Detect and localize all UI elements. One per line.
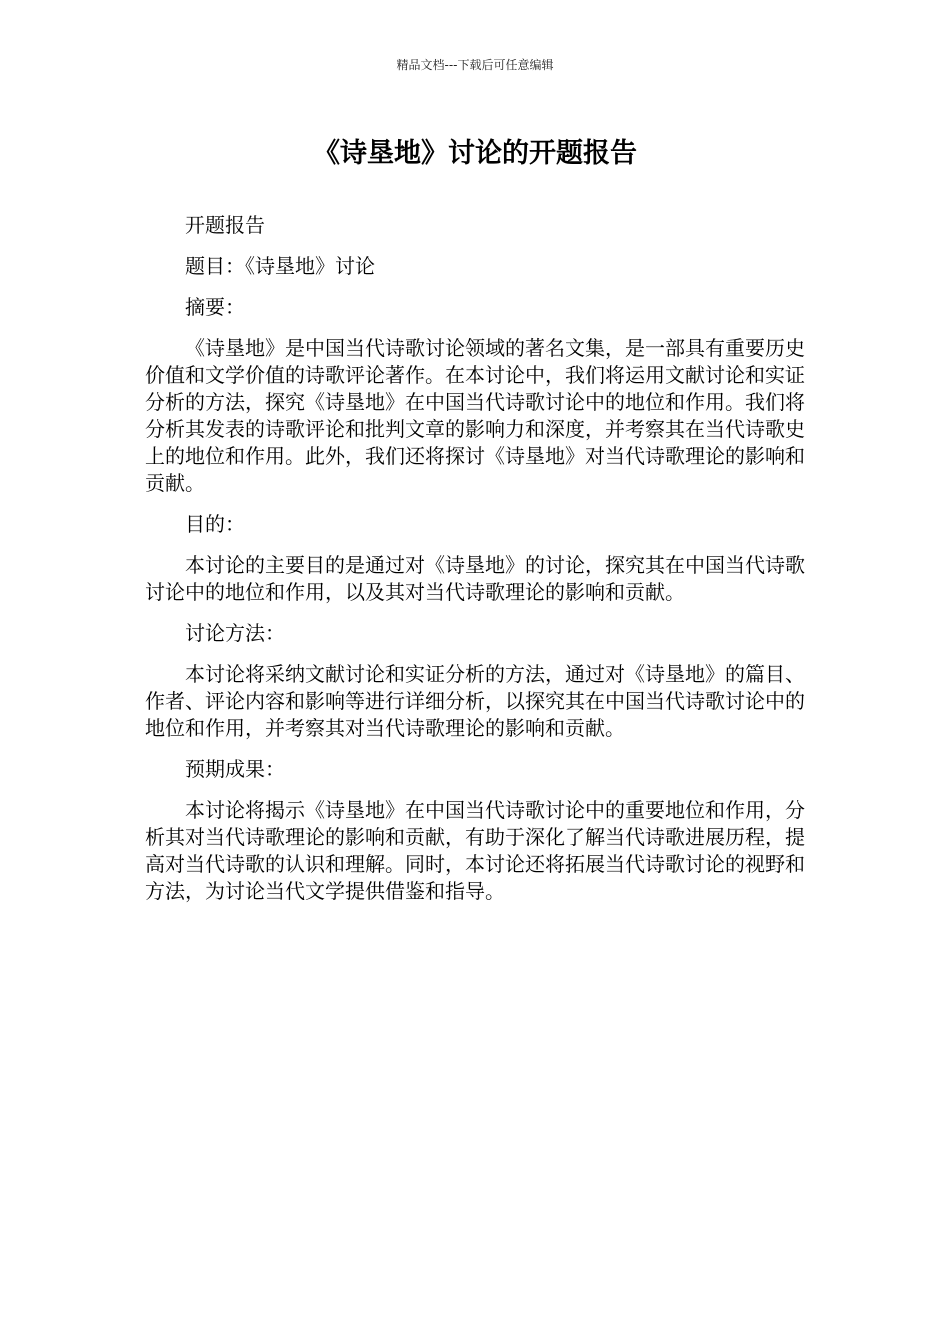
- document-body: [145, 212, 805, 919]
- header-note: 精品文档---下载后可任意编辑: [396, 58, 554, 72]
- heading-method: 讨论方法：: [185, 621, 285, 645]
- heading-report: 开题报告: [185, 213, 265, 237]
- topic-line: 题目：《诗垦地》讨论: [185, 254, 375, 278]
- abstract-paragraph: 《诗垦地》是中国当代诗歌讨论领域的著名文集，是一部具有重要历史价值和文学价值的诗歌评论著作。在本讨论中，我们将运用文献讨论和实证分析的方法，探究《诗垦地》在中国当代诗歌讨论中的地位和作用。我们将分析其发表的诗歌评论和批判文章的影响力和深度，并考察其在当代诗歌史上的地位和作用。此外，我们还将探讨《诗垦地》对当代诗歌理论的影响和贡献。: [145, 336, 805, 495]
- purpose-paragraph: 本讨论的主要目的是通过对《诗垦地》的讨论，探究其在中国当代诗歌讨论中的地位和作用，以及其对当代诗歌理论的影响和贡献。: [145, 553, 805, 604]
- method-paragraph: 本讨论将采纳文献讨论和实证分析的方法，通过对《诗垦地》的篇目、作者、评论内容和影响等进行详细分析，以探究其在中国当代诗歌讨论中的地位和作用，并考察其对当代诗歌理论的影响和贡献。: [145, 662, 805, 740]
- heading-expected-results: 预期成果：: [185, 757, 285, 781]
- heading-abstract: 摘要：: [185, 295, 245, 319]
- heading-purpose: 目的：: [185, 512, 245, 536]
- expected-results-paragraph: 本讨论将揭示《诗垦地》在中国当代诗歌讨论中的重要地位和作用，分析其对当代诗歌理论的影响和贡献，有助于深化了解当代诗歌进展历程，提高对当代诗歌的认识和理解。同时，本讨论还将拓展当代诗歌讨论的视野和方法，为讨论当代文学提供借鉴和指导。: [145, 798, 805, 903]
- document-title: 《诗垦地》讨论的开题报告: [313, 138, 637, 169]
